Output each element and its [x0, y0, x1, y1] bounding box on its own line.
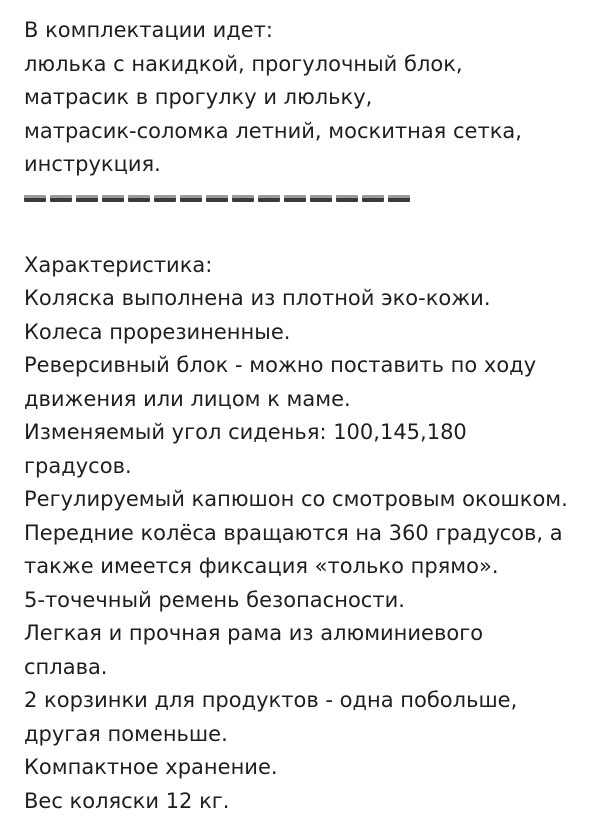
- dash-segment: [362, 195, 384, 202]
- spec-line: Компактное хранение.: [24, 751, 584, 785]
- kit-section: [24, 14, 584, 182]
- specs-section: [24, 249, 584, 818]
- spec-line: Коляска выполнена из плотной эко-кожи.: [24, 282, 584, 316]
- product-description: [24, 14, 584, 818]
- spec-line: Передние колёса вращаются на 360 градусов, а: [24, 517, 584, 551]
- spec-line: сплава.: [24, 651, 584, 685]
- dash-segment: [258, 195, 280, 202]
- dash-segment: [154, 195, 176, 202]
- spec-line: Регулируемый капюшон со смотровым окошком.: [24, 483, 584, 517]
- dash-segment: [284, 195, 306, 202]
- dash-segment: [206, 195, 228, 202]
- kit-line: люлька с накидкой, прогулочный блок,: [24, 48, 584, 82]
- spec-line: движения или лицом к маме.: [24, 383, 584, 417]
- specs-heading: Характеристика:: [24, 249, 584, 283]
- dash-segment: [180, 195, 202, 202]
- kit-heading: В комплектации идет:: [24, 14, 584, 48]
- dash-segment: [24, 195, 46, 202]
- spec-line: Изменяемый угол сиденья: 100,145,180: [24, 416, 584, 450]
- spec-line: другая поменьше.: [24, 718, 584, 752]
- spec-line: 2 корзинки для продуктов - одна побольше,: [24, 684, 584, 718]
- dash-segment: [336, 195, 358, 202]
- spec-line: градусов.: [24, 450, 584, 484]
- kit-line: матрасик в прогулку и люльку,: [24, 81, 584, 115]
- dash-segment: [388, 195, 410, 202]
- dash-segment: [76, 195, 98, 202]
- spec-line: Колеса прорезиненные.: [24, 316, 584, 350]
- divider-spacer: [24, 215, 584, 249]
- spec-line: Реверсивный блок - можно поставить по ходу: [24, 349, 584, 383]
- kit-line: инструкция.: [24, 148, 584, 182]
- dash-segment: [232, 195, 254, 202]
- spec-line: также имеется фиксация «только прямо».: [24, 550, 584, 584]
- dash-segment: [128, 195, 150, 202]
- spec-line: 5-точечный ремень безопасности.: [24, 584, 584, 618]
- dash-segment: [310, 195, 332, 202]
- spec-line: Вес коляски 12 кг.: [24, 785, 584, 818]
- kit-line: матрасик-соломка летний, москитная сетка,: [24, 115, 584, 149]
- dash-segment: [102, 195, 124, 202]
- dash-divider: [24, 182, 584, 216]
- dash-segment: [50, 195, 72, 202]
- spec-line: Легкая и прочная рама из алюминиевого: [24, 617, 584, 651]
